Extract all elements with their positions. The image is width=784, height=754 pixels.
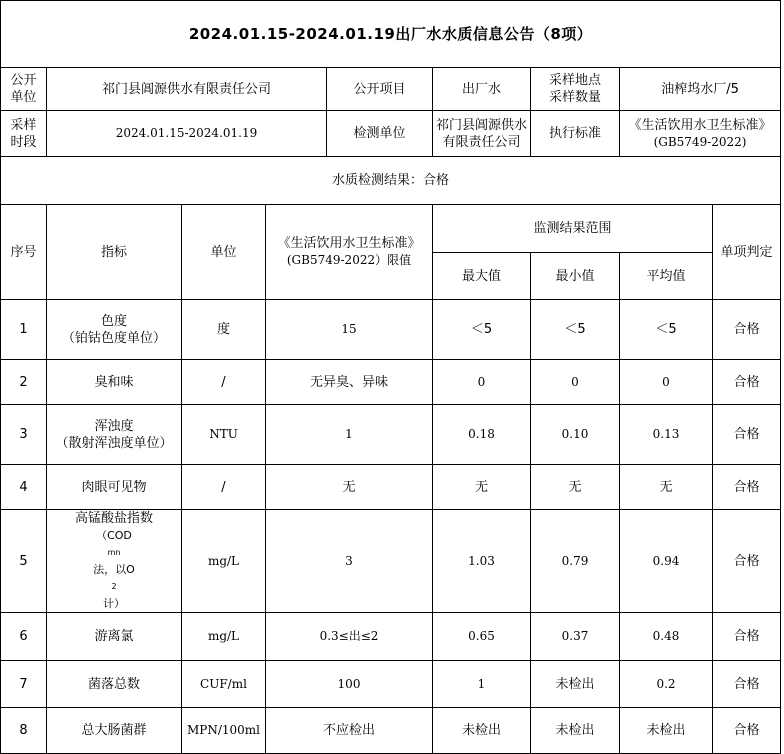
period-value: 2024.01.15-2024.01.19	[47, 111, 327, 157]
notice-title: 2024.01.15-2024.01.19出厂水水质信息公告（8项）	[1, 1, 781, 68]
row-max: 0.65	[433, 613, 531, 661]
table-row	[1, 708, 781, 754]
publisher-label: 公开 单位	[1, 68, 47, 111]
row-avg: 0.2	[620, 661, 713, 708]
row-min: 0.37	[531, 613, 620, 661]
public-item-label: 公开项目	[327, 68, 433, 111]
row-indicator: 臭和味	[47, 360, 182, 405]
row-no: 4	[1, 465, 47, 510]
sample-label: 采样地点 采样数量	[531, 68, 620, 111]
row-limit: 3	[266, 510, 433, 613]
row-judgement: 合格	[713, 300, 781, 360]
row-indicator: 浑浊度 （散射浑浊度单位）	[47, 405, 182, 465]
row-judgement: 合格	[713, 360, 781, 405]
row-unit: 度	[182, 300, 266, 360]
table-row	[1, 613, 781, 661]
row-no: 6	[1, 613, 47, 661]
table-row	[1, 465, 781, 510]
row-unit: NTU	[182, 405, 266, 465]
row-max: ＜5	[433, 300, 531, 360]
standard-value: 《生活饮用水卫生标准》 (GB5749-2022)	[620, 111, 781, 157]
header-range: 监测结果范围	[433, 205, 713, 253]
row-indicator: 肉眼可见物	[47, 465, 182, 510]
row-avg: ＜5	[620, 300, 713, 360]
period-label: 采样 时段	[1, 111, 47, 157]
row-max: 0.18	[433, 405, 531, 465]
row-limit: 1	[266, 405, 433, 465]
table-row	[1, 405, 781, 465]
row-unit: /	[182, 360, 266, 405]
row-judgement: 合格	[713, 510, 781, 613]
row-max: 无	[433, 465, 531, 510]
row-max: 0	[433, 360, 531, 405]
row-no: 8	[1, 708, 47, 754]
header-judgement: 单项判定	[713, 205, 781, 300]
row-max: 未检出	[433, 708, 531, 754]
row-indicator: 游离氯	[47, 613, 182, 661]
header-max: 最大值	[433, 253, 531, 300]
row-indicator: 总大肠菌群	[47, 708, 182, 754]
header-limit: 《生活饮用水卫生标准》 (GB5749-2022）限值	[266, 205, 433, 300]
row-limit: 无	[266, 465, 433, 510]
row-min: 0	[531, 360, 620, 405]
row-judgement: 合格	[713, 465, 781, 510]
header-unit: 单位	[182, 205, 266, 300]
row-unit: mg/L	[182, 510, 266, 613]
header-no: 序号	[1, 205, 47, 300]
row-max: 1	[433, 661, 531, 708]
row-no: 5	[1, 510, 47, 613]
row-indicator: 高锰酸盐指数 （COD mn 法，以O 2 计）	[47, 510, 182, 613]
row-unit: MPN/100ml	[182, 708, 266, 754]
row-indicator: 菌落总数	[47, 661, 182, 708]
table-row	[1, 510, 781, 613]
public-item-value: 出厂水	[433, 68, 531, 111]
row-unit: /	[182, 465, 266, 510]
row-judgement: 合格	[713, 661, 781, 708]
table-row	[1, 661, 781, 708]
row-avg: 无	[620, 465, 713, 510]
standard-label: 执行标准	[531, 111, 620, 157]
row-avg: 0.94	[620, 510, 713, 613]
header-indicator: 指标	[47, 205, 182, 300]
row-min: 无	[531, 465, 620, 510]
row-unit: CUF/ml	[182, 661, 266, 708]
table-row	[1, 360, 781, 405]
row-avg: 未检出	[620, 708, 713, 754]
test-unit-label: 检测单位	[327, 111, 433, 157]
row-min: 未检出	[531, 661, 620, 708]
row-limit: 0.3≤出≤2	[266, 613, 433, 661]
row-indicator: 色度 （铂钴色度单位）	[47, 300, 182, 360]
row-max: 1.03	[433, 510, 531, 613]
row-no: 2	[1, 360, 47, 405]
row-limit: 15	[266, 300, 433, 360]
row-unit: mg/L	[182, 613, 266, 661]
row-min: 0.79	[531, 510, 620, 613]
row-judgement: 合格	[713, 405, 781, 465]
row-avg: 0.13	[620, 405, 713, 465]
row-limit: 不应检出	[266, 708, 433, 754]
row-avg: 0.48	[620, 613, 713, 661]
result-summary: 水质检测结果：合格	[1, 157, 781, 205]
row-no: 7	[1, 661, 47, 708]
row-limit: 100	[266, 661, 433, 708]
row-no: 3	[1, 405, 47, 465]
header-min: 最小值	[531, 253, 620, 300]
sample-value: 油榨坞水厂/5	[620, 68, 781, 111]
header-avg: 平均值	[620, 253, 713, 300]
row-no: 1	[1, 300, 47, 360]
table-row	[1, 300, 781, 360]
row-limit: 无异臭、异味	[266, 360, 433, 405]
row-avg: 0	[620, 360, 713, 405]
row-judgement: 合格	[713, 613, 781, 661]
test-unit-value: 祁门县阊源供水有限责任公司	[433, 111, 531, 157]
row-min: ＜5	[531, 300, 620, 360]
row-min: 0.10	[531, 405, 620, 465]
publisher-value: 祁门县阊源供水有限责任公司	[47, 68, 327, 111]
row-judgement: 合格	[713, 708, 781, 754]
row-min: 未检出	[531, 708, 620, 754]
